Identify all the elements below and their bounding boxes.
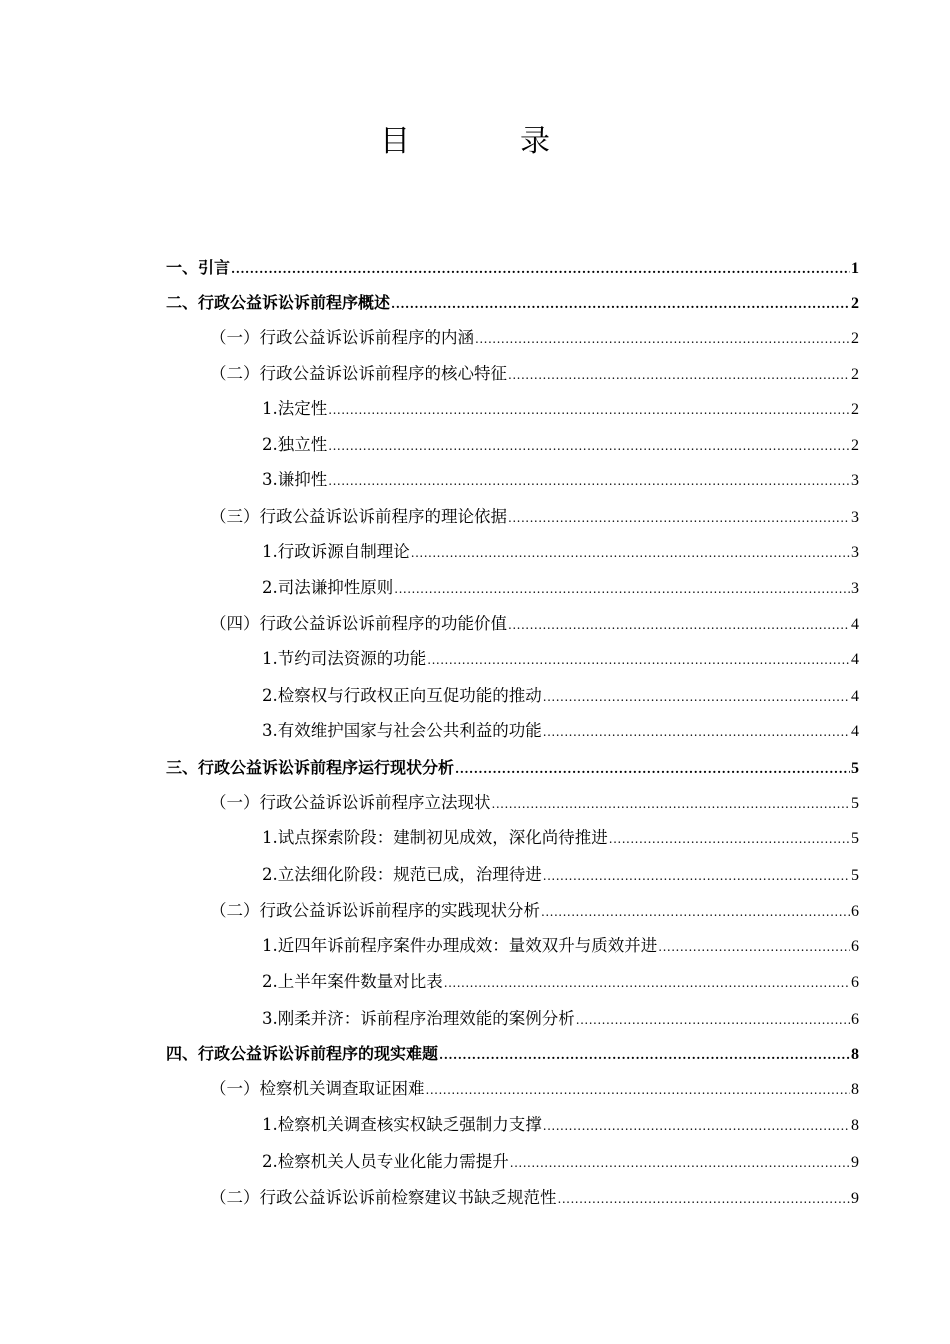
toc-page-number: 5 xyxy=(851,760,859,777)
toc-page-number: 4 xyxy=(851,616,859,633)
toc-entry-label: 1.法定性 xyxy=(262,399,328,418)
leader-dots xyxy=(439,1043,850,1067)
toc-entry[interactable] xyxy=(262,576,859,600)
toc-entry[interactable] xyxy=(262,934,859,958)
toc-page-number: 5 xyxy=(851,830,859,847)
toc-entry-label: 2.检察权与行政权正向互促功能的推动 xyxy=(262,686,542,705)
toc-entry[interactable] xyxy=(262,684,859,708)
toc-entry[interactable] xyxy=(166,756,859,780)
toc-entry[interactable] xyxy=(262,1113,859,1137)
leader-dots xyxy=(543,720,850,744)
leader-dots xyxy=(427,648,850,672)
toc-entry[interactable] xyxy=(210,1186,859,1210)
leader-dots xyxy=(508,613,850,637)
leader-dots xyxy=(541,900,850,924)
leader-dots xyxy=(328,434,850,458)
toc-entry-label: （一）行政公益诉讼诉前程序的内涵 xyxy=(210,328,474,347)
toc-entry[interactable] xyxy=(262,433,859,457)
leader-dots xyxy=(543,864,850,888)
toc-entry-label: （二）行政公益诉讼诉前程序的实践现状分析 xyxy=(210,901,540,920)
toc-entry[interactable] xyxy=(210,1077,859,1101)
toc-entry-label: 2.司法谦抑性原则 xyxy=(262,578,394,597)
leader-dots xyxy=(658,935,850,959)
toc-page-number: 8 xyxy=(851,1081,859,1098)
leader-dots xyxy=(411,541,850,565)
toc-page-number: 6 xyxy=(851,1011,859,1028)
leader-dots xyxy=(475,327,850,351)
toc-entry[interactable] xyxy=(262,970,859,994)
leader-dots xyxy=(455,757,850,781)
toc-page-number: 2 xyxy=(851,437,859,454)
toc-entry-label: 2.独立性 xyxy=(262,435,328,454)
leader-dots xyxy=(328,469,850,493)
toc-entry[interactable] xyxy=(262,647,859,671)
toc-page-number: 2 xyxy=(851,295,859,312)
toc-page-number: 8 xyxy=(851,1046,859,1063)
toc-entry[interactable] xyxy=(166,256,859,280)
toc-entry[interactable] xyxy=(262,719,859,743)
toc-entry-label: 2.立法细化阶段：规范已成，治理待进 xyxy=(262,865,542,884)
toc-entry-label: （四）行政公益诉讼诉前程序的功能价值 xyxy=(210,614,507,633)
leader-dots xyxy=(609,827,850,851)
toc-page-number: 5 xyxy=(851,795,859,812)
toc-entry[interactable] xyxy=(210,505,859,529)
leader-dots xyxy=(543,1114,850,1138)
toc-entry-label: 1.试点探索阶段：建制初见成效，深化尚待推进 xyxy=(262,828,608,847)
leader-dots xyxy=(426,1078,851,1102)
leader-dots xyxy=(444,971,850,995)
toc-title: 目 录 xyxy=(380,124,590,159)
leader-dots xyxy=(394,577,850,601)
toc-entry[interactable] xyxy=(210,791,859,815)
toc-entry-label: （二）行政公益诉讼诉前检察建议书缺乏规范性 xyxy=(210,1188,557,1207)
toc-page-number: 3 xyxy=(851,580,859,597)
leader-dots xyxy=(543,685,850,709)
toc-page-number: 4 xyxy=(851,723,859,740)
toc-entry-label: 1.行政诉源自制理论 xyxy=(262,542,410,561)
toc-entry[interactable] xyxy=(262,826,859,850)
toc-entry[interactable] xyxy=(262,1150,859,1174)
toc-entry[interactable] xyxy=(262,468,859,492)
toc-entry-label: （三）行政公益诉讼诉前程序的理论依据 xyxy=(210,507,507,526)
toc-entry-label: 四、行政公益诉讼诉前程序的现实难题 xyxy=(166,1044,439,1063)
toc-entry[interactable] xyxy=(262,863,859,887)
toc-entry[interactable] xyxy=(262,1007,859,1031)
toc-page-number: 8 xyxy=(851,1117,859,1134)
toc-entry-label: 3.刚柔并济：诉前程序治理效能的案例分析 xyxy=(262,1009,575,1028)
leader-dots xyxy=(231,257,850,281)
leader-dots xyxy=(576,1008,850,1032)
toc-entry[interactable] xyxy=(166,1042,859,1066)
toc-entry[interactable] xyxy=(210,899,859,923)
toc-page-number: 4 xyxy=(851,651,859,668)
toc-entry-label: 一、引言 xyxy=(166,258,231,277)
leader-dots xyxy=(391,292,850,316)
toc-entry[interactable] xyxy=(210,362,859,386)
toc-page-number: 2 xyxy=(851,401,859,418)
toc-entry[interactable] xyxy=(262,397,859,421)
leader-dots xyxy=(328,398,850,422)
leader-dots xyxy=(510,1151,850,1175)
toc-entry-label: 2.检察机关人员专业化能力需提升 xyxy=(262,1152,509,1171)
leader-dots xyxy=(508,363,850,387)
toc-page-number: 3 xyxy=(851,509,859,526)
toc-entry[interactable] xyxy=(166,291,859,315)
toc-page-number: 6 xyxy=(851,903,859,920)
toc-entry[interactable] xyxy=(210,326,859,350)
toc-entry-label: （一）行政公益诉讼诉前程序立法现状 xyxy=(210,793,491,812)
toc-page-number: 9 xyxy=(851,1190,859,1207)
toc-entry-label: 3.谦抑性 xyxy=(262,470,328,489)
toc-page-number: 3 xyxy=(851,472,859,489)
toc-page-number: 1 xyxy=(851,260,859,277)
toc-page-number: 5 xyxy=(851,867,859,884)
toc-entry-label: 1.节约司法资源的功能 xyxy=(262,649,427,668)
leader-dots xyxy=(508,506,850,530)
leader-dots xyxy=(558,1187,851,1211)
toc-entry[interactable] xyxy=(262,540,859,564)
leader-dots xyxy=(492,792,851,816)
toc-page-number: 6 xyxy=(851,974,859,991)
toc-entry[interactable] xyxy=(210,612,859,636)
toc-entry-label: 二、行政公益诉讼诉前程序概述 xyxy=(166,293,391,312)
toc-page-number: 4 xyxy=(851,688,859,705)
toc-entry-label: 1.近四年诉前程序案件办理成效：量效双升与质效并进 xyxy=(262,936,658,955)
toc-entry-label: 1.检察机关调查核实权缺乏强制力支撑 xyxy=(262,1115,542,1134)
toc-entry-label: 3.有效维护国家与社会公共利益的功能 xyxy=(262,721,542,740)
toc-entry-label: 三、行政公益诉讼诉前程序运行现状分析 xyxy=(166,758,455,777)
toc-page-number: 3 xyxy=(851,544,859,561)
toc-page-number: 2 xyxy=(851,330,859,347)
toc-entry-label: （二）行政公益诉讼诉前程序的核心特征 xyxy=(210,364,507,383)
toc-entry-label: 2.上半年案件数量对比表 xyxy=(262,972,443,991)
toc-entry-label: （一）检察机关调查取证困难 xyxy=(210,1079,425,1098)
toc-page-number: 6 xyxy=(851,938,859,955)
toc-page-number: 2 xyxy=(851,366,859,383)
toc-page-number: 9 xyxy=(851,1154,859,1171)
